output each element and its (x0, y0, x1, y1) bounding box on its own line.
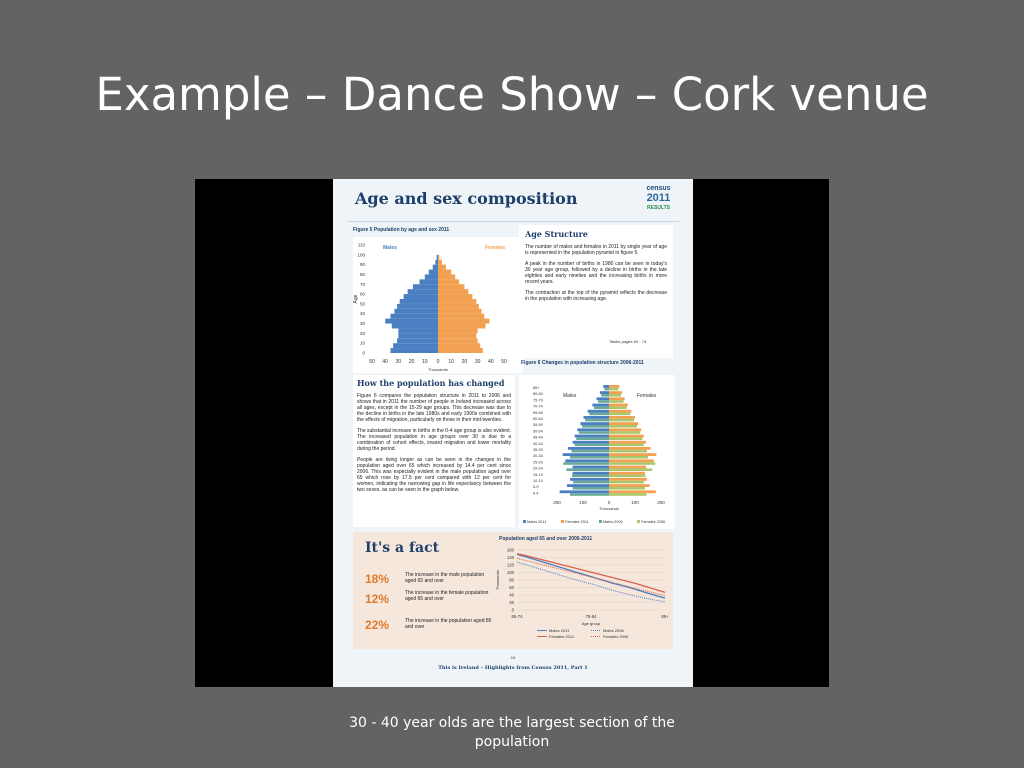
fig6-male2011-bar (563, 453, 609, 456)
fig6-category-label: 5-9 (533, 485, 539, 490)
fig7-title: Population aged 65 and over 2006-2011 (499, 536, 593, 542)
fig7-legend-label: Males 2011 (549, 628, 570, 633)
fig5-male-bar (385, 319, 438, 324)
fig6-x-tick: 200 (657, 500, 665, 505)
fig5-pyramid-chart (353, 237, 523, 373)
fig5-y-tick: 110 (357, 242, 365, 248)
fig6-female2006-bar (609, 437, 642, 440)
fig5-x-tick: 20 (408, 359, 415, 365)
fig6-pyramid-chart (519, 375, 675, 529)
logo-line3: RESULTS (647, 205, 670, 211)
fig7-y-tick: 160 (506, 547, 514, 553)
fig7-xlabel: Age group (581, 621, 601, 626)
fig6-xlabel: Thousands (599, 506, 619, 511)
fig5-male-bar (425, 274, 438, 279)
fig5-males-label: Males (383, 245, 397, 251)
fig6-female2011-bar (609, 416, 635, 419)
fig6-female2006-bar (609, 388, 618, 391)
fig6-female2006-bar (609, 425, 637, 428)
fig7-series-line (517, 555, 665, 599)
fig6-male2011-bar (592, 404, 609, 407)
fact-box (353, 532, 673, 649)
image-frame (195, 179, 829, 687)
fig7-x-tick: 85+ (661, 614, 669, 619)
fig6-legend-swatch (637, 520, 640, 523)
changed-paragraph: Figure 6 compares the population structure in 2011 to 2006 and shows that in 2011 the number of people in Ireland increased across all ages, except in the 15-29 age groups. This decrease was due to the decline in births in the late 1980s and early 1990s combined with the effects of migration, particularly on those in their mid-twenties. (357, 393, 511, 423)
fig5-female-bar (438, 348, 483, 353)
fig6-category-label: 50-54 (533, 429, 543, 434)
fig5-male-bar (398, 333, 438, 338)
fig5-female-bar (438, 328, 478, 333)
fig5-x-tick: 10 (422, 359, 428, 365)
fig6-female2011-bar (609, 404, 628, 407)
fig6-category-label: 85+ (533, 386, 540, 390)
fig7-y-tick: 140 (506, 555, 514, 560)
fact-text: The increase in the population aged 85 and over (405, 618, 492, 630)
page-number: 16 (510, 655, 516, 660)
fig6-male2011-bar (603, 385, 609, 388)
fig6-category-label: 65-69 (533, 410, 543, 415)
fig5-male-bar (398, 328, 438, 333)
fig7-y-tick: 100 (506, 570, 514, 575)
fig5-male-bar (435, 260, 438, 265)
fig6-female2006-bar (609, 456, 648, 459)
fig6-x-tick: 200 (553, 500, 561, 505)
fig6-male2011-bar (600, 391, 609, 394)
fig6-female2006-bar (609, 481, 644, 484)
fig5-xlabel: Thousands (428, 367, 448, 372)
fig7-series-line (517, 558, 665, 596)
fig5-male-bar (420, 279, 438, 284)
age-structure-paragraph: A peak in the number of births in 1980 can be seen in today's 30 year age group, followed by a decline in births in the late eighties and early nineties and the increasing births in more recent years. (525, 261, 667, 285)
fig6-male2011-bar (575, 435, 609, 438)
fig6-female2011-bar (609, 459, 654, 462)
fig6-male2011-bar (568, 447, 609, 450)
fig5-male-bar (392, 324, 438, 329)
fig5-x-tick: 10 (448, 359, 454, 365)
census-logo (645, 185, 672, 212)
fig5-female-bar (438, 333, 476, 338)
fig6-male2006-bar (601, 394, 609, 397)
fig5-title: Figure 5 Population by age and sex 2011 (353, 227, 450, 233)
fig7-legend-label: Females 2011 (549, 634, 575, 639)
fig6-male2006-bar (598, 400, 609, 403)
fig6-male2011-bar (597, 397, 609, 400)
fig6-legend-label: Females 2011 (565, 520, 589, 524)
fig5-female-bar (438, 289, 468, 294)
fig6-x-tick: 0 (607, 500, 611, 505)
fig6-female2011-bar (609, 410, 631, 413)
fig6-female2006-bar (609, 468, 652, 471)
fig6-female2011-bar (609, 391, 622, 394)
logo-line1: census (646, 185, 671, 192)
fig6-legend-swatch (561, 520, 564, 523)
fig6-male2011-bar (567, 484, 609, 487)
fig6-category-label: 40-44 (533, 441, 543, 446)
fig6-female2006-bar (609, 406, 627, 409)
fig5-female-bar (438, 324, 486, 329)
fig6-female2006-bar (609, 431, 640, 434)
slide-caption: 30 - 40 year olds are the largest section of the population (349, 715, 675, 750)
fig5-female-bar (438, 265, 446, 270)
fig6-category-label: 35-39 (533, 448, 543, 452)
fig6-category-label: 70-74 (533, 404, 543, 409)
fig6-female2006-bar (609, 413, 630, 416)
fig5-y-tick: 20 (359, 330, 365, 336)
fig5-female-bar (438, 319, 489, 324)
fig7-y-tick: 0 (511, 607, 514, 613)
age-structure-paragraph: The contraction at the top of the pyramid reflects the decrease in the population with increasing age. (525, 290, 667, 302)
fig5-x-tick: 30 (395, 359, 402, 365)
fig6-title: Figure 6 Changes in population structure 2006-2011 (521, 360, 644, 366)
fig6-male2006-bar (572, 450, 609, 453)
fact-heading: It's a fact (365, 540, 440, 556)
fig6-female2011-bar (609, 484, 650, 487)
fig5-y-tick: 90 (359, 262, 365, 268)
fig6-legend-label: Males 2006 (603, 520, 623, 524)
fig6-x-tick: 100 (579, 500, 587, 505)
fig6-female2011-bar (609, 466, 646, 469)
fig5-male-bar (393, 343, 438, 348)
fig7-y-tick: 80 (509, 577, 514, 583)
fig6-female2006-bar (609, 493, 646, 496)
fig7-y-tick: 20 (509, 600, 514, 605)
fact-percent: 22% (365, 618, 390, 632)
fig6-female2011-bar (609, 397, 625, 400)
fig6-male2011-bar (570, 478, 609, 481)
fig6-female2006-bar (609, 462, 655, 465)
fig5-y-tick: 30 (359, 321, 365, 327)
changed-paragraph: The substantial increase in births in the 0-4 age group is also evident. The increased population in age groups over 30 is due to a combination of cohort effects, inward migration and lower mortality during the period. (357, 428, 511, 452)
age-structure-paragraph: The number of males and females in 2011 by single year of age is represented in the population pyramid in figure 5. (525, 244, 667, 256)
fig7-series-line (517, 562, 665, 602)
fig5-male-bar (413, 284, 438, 289)
fig6-category-label: 20-24 (533, 466, 543, 471)
fig6-category-label: 15-19 (533, 472, 543, 477)
fig5-male-bar (408, 289, 438, 294)
changed-heading: How the population has changed (357, 378, 505, 388)
fig6-female2011-bar (609, 447, 651, 450)
fig5-y-tick: 100 (357, 252, 365, 258)
page-title: Age and sex composition (355, 189, 578, 208)
fig6-female2011-bar (609, 441, 646, 444)
fig5-female-bar (438, 343, 480, 348)
fig6-category-label: 55-59 (533, 423, 543, 428)
fig6-male2006-bar (582, 425, 609, 428)
fig5-y-tick: 0 (362, 350, 365, 356)
fig6-male2006-bar (572, 475, 609, 478)
age-structure-heading: Age Structure (525, 229, 588, 239)
fig6-male2006-bar (604, 388, 609, 391)
fact-percent: 12% (365, 592, 390, 606)
fig6-female2011-bar (609, 490, 656, 493)
fig7-line-chart (493, 544, 671, 648)
fig5-x-tick: 40 (488, 359, 494, 365)
fig5-male-bar (437, 255, 438, 260)
fig6-female2006-bar (609, 450, 647, 453)
fig6-category-label: 60-64 (533, 417, 543, 421)
fig5-male-bar (390, 314, 438, 319)
fig6-male2006-bar (573, 481, 609, 484)
fig6-legend-label: Males 2011 (527, 520, 547, 524)
fig5-y-tick: 40 (359, 311, 365, 317)
fig5-y-tick: 60 (359, 291, 365, 297)
fig6-legend-swatch (599, 520, 602, 523)
fig5-female-bar (438, 299, 476, 304)
fact-percent: 18% (365, 572, 390, 586)
fig5-male-bar (394, 309, 438, 314)
fig6-female2006-bar (609, 394, 621, 397)
page-footer: This is Ireland – Highlights from Census 2011, Part 1 (438, 665, 588, 671)
fig5-y-tick: 50 (359, 301, 365, 307)
fig5-ylabel: Age (353, 294, 359, 304)
fig7-ylabel: Thousands (495, 570, 500, 590)
fig7-x-tick: 65-74 (511, 614, 523, 619)
fig6-female2011-bar (609, 385, 619, 388)
fig5-male-bar (390, 348, 438, 353)
fig6-male2006-bar (594, 406, 609, 409)
fig6-female2011-bar (609, 453, 656, 456)
fig6-category-label: 80-84 (533, 392, 543, 397)
fig6-male2011-bar (580, 422, 609, 425)
fig6-male2011-bar (584, 416, 609, 419)
fig6-x-tick: 100 (631, 500, 639, 505)
fig7-y-tick: 60 (509, 585, 514, 590)
fig5-female-bar (438, 304, 479, 309)
fig6-female2011-bar (609, 472, 645, 475)
fig6-male2006-bar (573, 487, 609, 490)
fig6-category-label: 10-14 (533, 479, 543, 483)
fig7-legend-label: Males 2006 (603, 628, 624, 633)
fig6-male2011-bar (560, 490, 609, 493)
fig5-female-bar (438, 284, 464, 289)
fig7-y-tick: 40 (509, 592, 514, 598)
fig6-female2006-bar (609, 487, 645, 490)
fig5-x-tick: 50 (501, 359, 507, 365)
fig5-male-bar (433, 265, 438, 270)
fig6-male2006-bar (575, 444, 609, 447)
changed-box (353, 375, 515, 527)
fig5-females-label: Females (485, 245, 506, 251)
fig6-female2011-bar (609, 428, 641, 431)
changed-text (357, 393, 511, 498)
changed-paragraph: People are living longer as can be seen in the changes in the population aged over 65 which increased by 14.4 per cent since 2006. This was especially evident in the male population aged over 65 which rose by 17.5 per cent compared with 12 per cent for women, indicating the narrowing gap in life expectancy between the two sexes, as can be seen in the graph below. (357, 457, 511, 493)
fig6-male2006-bar (589, 413, 609, 416)
fig6-male2011-bar (573, 441, 609, 444)
fig5-male-bar (400, 299, 438, 304)
fig5-x-tick: 40 (382, 359, 388, 365)
fig5-x-tick: 20 (461, 359, 468, 365)
header-divider (347, 221, 679, 222)
fig5-female-bar (438, 270, 451, 275)
fig6-male2006-bar (585, 419, 609, 422)
fig5-male-bar (397, 338, 438, 343)
fig6-male2011-bar (565, 459, 609, 462)
fig6-males-label: Males (563, 393, 577, 399)
fig6-female2011-bar (609, 435, 644, 438)
fig6-female2011-bar (609, 422, 638, 425)
fig6-male2006-bar (570, 456, 609, 459)
age-structure-box (519, 225, 673, 358)
tables-reference: Tables pages 60 - 74 (609, 339, 647, 344)
fig5-male-bar (404, 294, 438, 299)
fig5-female-bar (438, 255, 439, 260)
fig5-female-bar (438, 279, 459, 284)
fig5-y-tick: 10 (359, 340, 365, 346)
fig6-female2006-bar (609, 475, 645, 478)
fig5-female-bar (438, 294, 472, 299)
fig5-female-bar (438, 314, 484, 319)
fig5-y-tick: 70 (359, 281, 365, 287)
fig6-category-label: 75-79 (533, 398, 543, 403)
fig6-category-label: 0-4 (533, 491, 539, 496)
logo-line2: 2011 (646, 192, 671, 204)
fig5-x-tick: 50 (369, 359, 375, 365)
fig5-female-bar (438, 338, 478, 343)
fig5-male-bar (429, 270, 438, 275)
fig6-female2006-bar (609, 400, 624, 403)
report-page (333, 179, 693, 687)
fig6-legend-label: Females 2006 (641, 520, 666, 524)
fig6-female2006-bar (609, 444, 644, 447)
fig7-series-line (517, 554, 665, 593)
fig6-male2006-bar (563, 462, 609, 465)
fig6-female2011-bar (609, 478, 647, 481)
fig6-category-label: 45-49 (533, 435, 543, 440)
fact-text: The increase in the male population aged 65 and over (405, 572, 485, 584)
fig5-female-bar (438, 274, 455, 279)
fig7-x-tick: 75-84 (585, 614, 597, 619)
fig6-male2006-bar (566, 468, 609, 471)
fig5-male-bar (397, 304, 438, 309)
fig6-male2006-bar (576, 437, 609, 440)
fig6-male2011-bar (588, 410, 609, 413)
slide-title: Example – Dance Show – Cork venue (95, 68, 929, 121)
age-structure-text (525, 244, 667, 307)
fig5-y-tick: 80 (359, 271, 365, 277)
fig5-female-bar (438, 260, 442, 265)
fig6-category-label: 25-29 (533, 460, 543, 465)
fig5-x-tick: 30 (474, 359, 481, 365)
fig6-male2011-bar (573, 472, 609, 475)
fig6-females-label: Females (637, 393, 657, 399)
fig5-female-bar (438, 309, 482, 314)
fig6-male2011-bar (577, 428, 609, 431)
fig5-x-tick: 0 (436, 359, 440, 365)
fig6-female2006-bar (609, 419, 634, 422)
fig7-legend-label: Females 2006 (603, 634, 629, 639)
fact-text: The increase in the female population aged 65 and over (405, 590, 489, 602)
fig6-male2006-bar (579, 431, 609, 434)
fig6-male2011-bar (573, 466, 609, 469)
fig6-legend-swatch (523, 520, 526, 523)
fig6-category-label: 30-34 (533, 454, 543, 459)
fig6-male2006-bar (570, 493, 609, 496)
fig7-y-tick: 120 (506, 562, 514, 568)
